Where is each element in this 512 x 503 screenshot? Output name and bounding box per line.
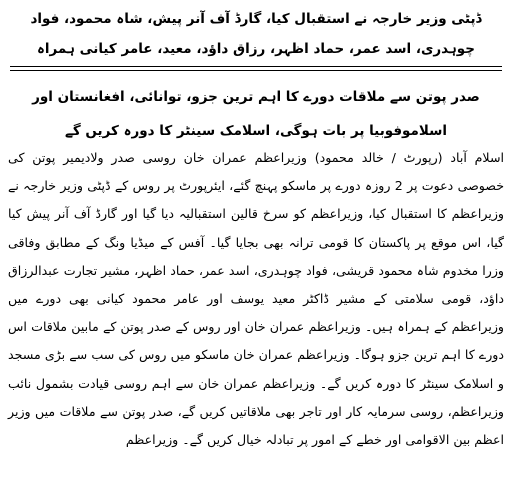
divider-rule-bottom: [10, 70, 502, 71]
main-headline: صدر پوتن سے ملاقات دورے کا اہم ترین جزو، توانائی، افغانستان اور اسلاموفوبیا پر بات ہوگی، اسلامک سینٹر کا دورہ کریں گے: [32, 89, 480, 139]
sub-headline: ڈپٹی وزیر خارجہ نے استقبال کیا، گارڈ آف آنر پیش، شاہ محمود، فواد چوہدری، اسد عمر، حماد اظہر، رزاق داؤد، معید، عامر کیانی ہمراہ: [30, 11, 482, 57]
divider-rule-top: [10, 66, 502, 67]
article-body: [8, 144, 504, 454]
article-paragraph: اسلام آباد (رپورٹ / خالد محمود) وزیراعظم عمران خان روسی صدر ولادیمیر پوتن کی خصوصی دعوت پر 2 روزہ دورے پر ماسکو پہنچ گئے، ایئرپورٹ پر روس کے ڈپٹی وزیر خارجہ نے وزیراعظم کا استقبال کیا، وزیراعظم کو سرخ قالین استقبالیہ دیا گیا اور گارڈ آف آنر پیش کیا گیا، اس موقع پر پاکستان کا قومی ترانہ بھی بجایا گیا۔ آفس کے میڈیا ونگ کے مطابق وفاقی وزرا مخدوم شاہ محمود قریشی، فواد چوہدری، اسد عمر، حماد اظہر، مشیر تجارت عبدالرزاق داؤد، قومی سلامتی کے مشیر ڈاکٹر معید یوسف اور عامر محمود کیانی بھی دورے میں وزیراعظم کے ہمراہ ہیں۔ وزیراعظم عمران خان اور روس کے صدر پوتن کے مابین ملاقات اس دورے کا اہم ترین جزو ہوگا۔ وزیراعظم عمران خان ماسکو میں روس کی سب سے بڑی مسجد و اسلامک سینٹر کا دورہ کریں گے۔ وزیراعظم عمران خان سے اہم روسی قیادت بشمول نائب وزیراعظم، روسی سرمایہ کار اور تاجر بھی ملاقاتیں کریں گے، صدر پوتن سے ملاقات میں وزیر اعظم بین الاقوامی اور خطے کے امور پر تبادلہ خیال کریں گے۔ وزیراعظم: [8, 150, 504, 448]
